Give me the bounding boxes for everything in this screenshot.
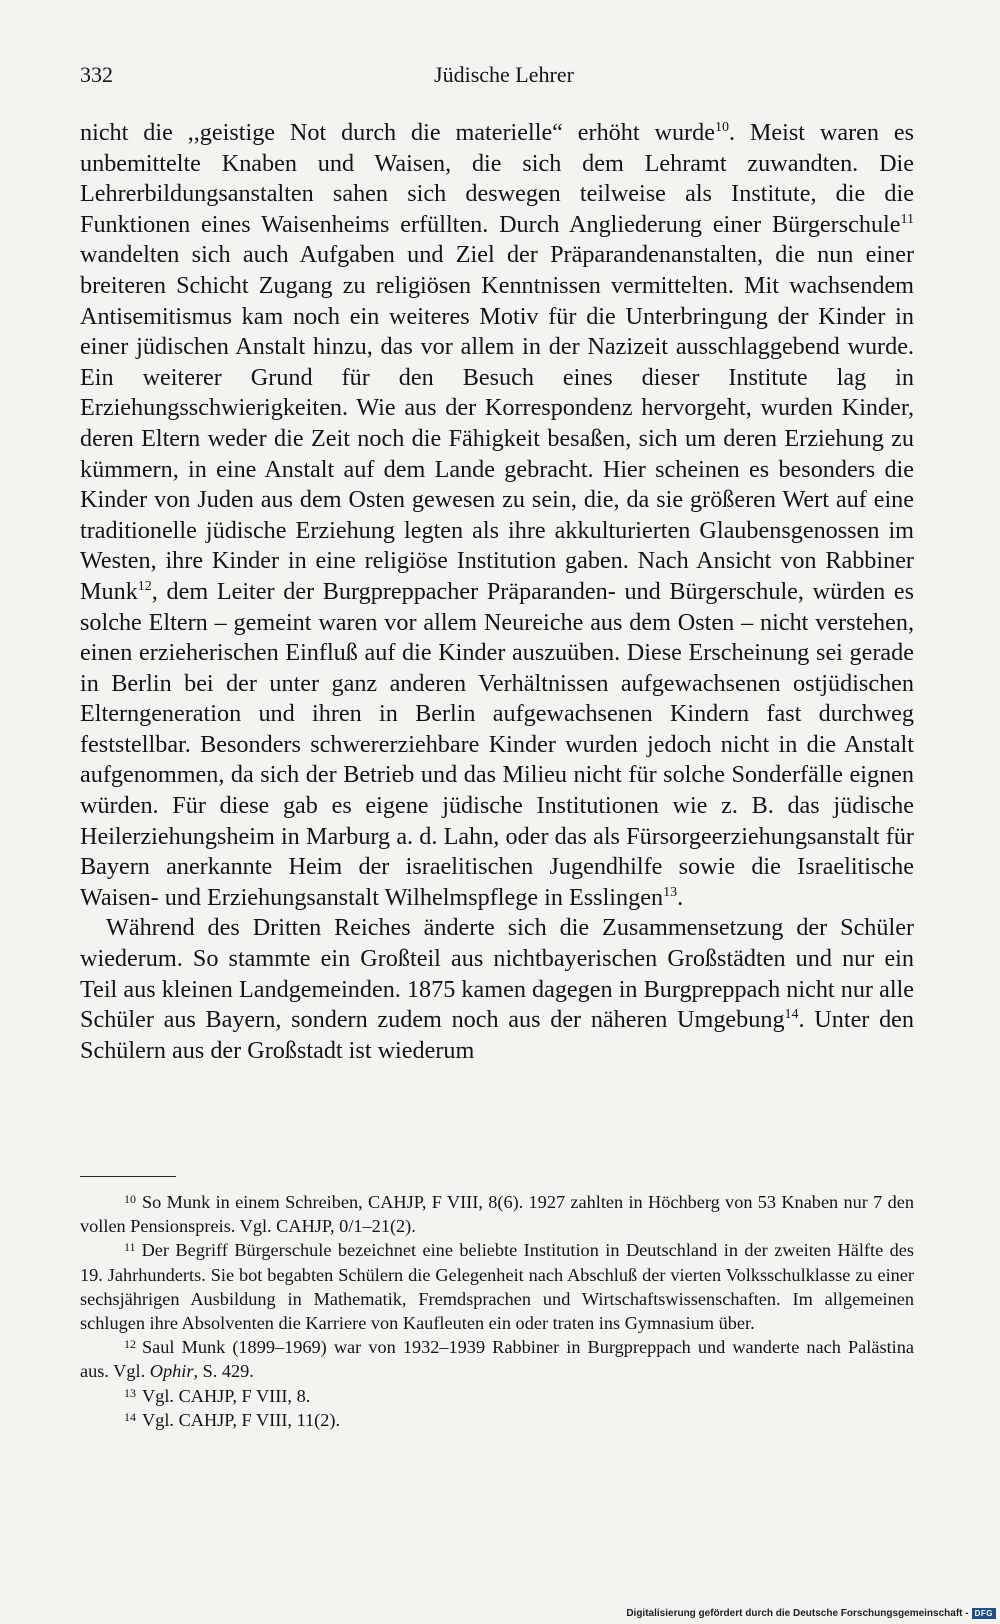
footnote-text: Vgl. CAHJP, F VIII, 11(2). bbox=[142, 1409, 341, 1430]
footnote-ref: 11 bbox=[900, 211, 914, 227]
footnote-text: , S. 429. bbox=[193, 1361, 254, 1382]
footnotes bbox=[80, 1190, 914, 1432]
footnote-text: So Munk in einem Schreiben, CAHJP, F VIII, 8(6). 1927 zahlten in Höchberg von 53 Knaben nur 7 den vollen Pensionspreis. Vgl. CAHJP, 0/1–21(2). bbox=[80, 1192, 914, 1237]
footnote-ref: 12 bbox=[137, 578, 152, 594]
text-run: , dem Leiter der Burgpreppacher Präparanden- und Bürgerschule, würden es solche Eltern – gemeint waren vor allem Neureiche aus dem Osten – nicht verstehen, einen erzieherischen Einfluß auf die Kinder auszuüben. Diese Erscheinung sei gerade in Berlin bei der unter ganz anderen Verhältnissen aufgewachsenen ostjüdischen Elterngeneration und ihren in Berlin aufgewachsenen Kindern fast durchweg feststellbar. Besonders schwererziehbare Kinder wurden jedoch nicht in die Anstalt aufgenommen, da sich der Betrieb und das Milieu nicht für solche Sonderfälle eignen würden. Für diese gab es eigene jüdische Institutionen wie z. B. das jüdische Heilerziehungsheim in Marburg a. d. Lahn, oder das als Fürsorgeerziehungsanstalt für Bayern anerkannte Heim der israelitischen Jugendhilfe sowie die Israelitische Waisen- und Erziehungsanstalt Wilhelmspflege in Esslingen bbox=[80, 577, 914, 911]
dfg-logo: DFG bbox=[972, 1608, 996, 1619]
main-text bbox=[80, 118, 914, 1066]
footnote-ref: 10 bbox=[714, 120, 729, 135]
text-run: wandelten sich auch Aufgaben und Ziel der Präparandenanstalten, die nun einer breiteren Schicht Zugang zu religiösen Kenntnissen vermittelten. Mit wachsendem Antisemitismus kam noch ein weiteres Motiv für die Unterbringung der Kinder in einer jüdischen Anstalt hinzu, das vor allem in der Nazizeit ausschlaggebend wurde. Ein weiterer Grund für den Besuch eines dieser Institute lag in Erziehungsschwierigkeiten. Wie aus der Korrespondenz hervorgeht, wurden Kinder, deren Eltern weder die Zeit noch die Fähigkeit besaßen, sich um deren Erziehung zu kümmern, in eine Anstalt auf dem Lande gebracht. Hier scheinen es besonders die Kinder von Juden aus dem Osten gewesen zu sein, die, da sie größeren Wert auf eine traditionelle jüdische Erziehung legten als ihre akkulturierten Glaubensgenossen im Westen, ihre Kinder in eine religiöse Institution gaben. Nach Ansicht von Rabbiner Munk bbox=[80, 241, 914, 605]
footnote-ref: 14 bbox=[784, 1007, 799, 1023]
footnote-number: 12 bbox=[124, 1337, 136, 1352]
running-title: Jüdische Lehrer bbox=[434, 62, 574, 87]
text-run: nicht die ,,geistige Not durch die materielle“ erhöht wurde bbox=[80, 119, 715, 146]
text-run: . Meist waren es unbemittelte Knaben und Waisen, die sich dem Lehramt zuwandten. Die Lehrerbildungsanstalten sahen sich deswegen teilweise als Institute, die die Funktionen eines Waisenheims erfüllten. Durch Angliederung einer Bürgerschule bbox=[80, 119, 914, 238]
footnote-number: 13 bbox=[124, 1385, 136, 1400]
footnote bbox=[80, 1335, 914, 1383]
page-header bbox=[80, 62, 928, 92]
footnote-text: Vgl. CAHJP, F VIII, 8. bbox=[142, 1385, 311, 1406]
footnote-text: Der Begriff Bürgerschule bezeichnet eine beliebte Institution in Deutschland in der zweiten Hälfte des 19. Jahrhunderts. Sie bot begabten Schülern die Gelegenheit nach Abschluß der vierten Volksschulklasse zu einer sechsjährigen Ausbildung in Mathematik, Fremdsprachen und Wirtschaftswissenschaften. Im allgemeinen schlugen ihre Absolventen die Karriere von Kaufleuten ein oder traten ins Gymnasium über. bbox=[80, 1240, 914, 1334]
footnote bbox=[80, 1384, 914, 1408]
footnote-citation-title: Ophir bbox=[149, 1361, 194, 1382]
paragraph bbox=[80, 118, 914, 913]
footnote-text: Saul Munk (1899–1969) war von 1932–1939 Rabbiner in Burgpreppach und wanderte nach Palästina aus. Vgl. bbox=[80, 1337, 914, 1382]
text-run: Während des Dritten Reiches änderte sich die Zusammensetzung der Schüler wiederum. So stammte ein Großteil aus nichtbayerischen Großstädten und nur ein Teil aus kleinen Landgemeinden. 1875 kamen dagegen in Burgpreppach nicht nur alle Schüler aus Bayern, sondern zudem noch aus der näheren Umgebung bbox=[80, 914, 914, 1034]
text-run: . bbox=[677, 883, 684, 911]
footnote-number: 10 bbox=[124, 1192, 136, 1206]
footnote-divider bbox=[80, 1176, 176, 1177]
text-run: . Unter den Schülern aus der Großstadt ist wiederum bbox=[80, 1006, 914, 1064]
footnote bbox=[80, 1190, 914, 1238]
footnote-number: 11 bbox=[124, 1240, 136, 1255]
footnote bbox=[80, 1238, 914, 1335]
footnote-number: 14 bbox=[124, 1409, 136, 1424]
footnote bbox=[80, 1408, 914, 1432]
credit-text: Digitalisierung gefördert durch die Deutsche Forschungsgemeinschaft - bbox=[626, 1607, 969, 1619]
paragraph bbox=[80, 913, 914, 1066]
footnote-ref: 13 bbox=[663, 884, 678, 900]
page-number: 332 bbox=[80, 62, 113, 87]
digitization-credit bbox=[626, 1606, 996, 1620]
